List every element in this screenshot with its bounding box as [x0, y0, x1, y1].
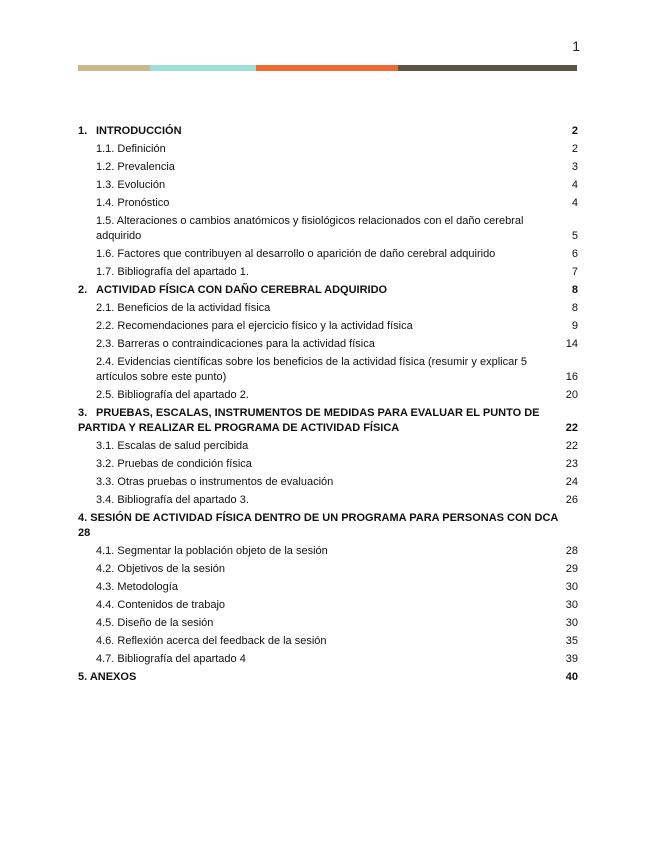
toc-entry-number: 3. [78, 407, 88, 419]
toc-subsection-entry[interactable] [78, 544, 578, 559]
toc-entry-title [96, 616, 564, 631]
toc-entry-text: 2.1. Beneficios de la actividad física [96, 302, 271, 314]
toc-entry-text: 2.3. Barreras o contraindicaciones para la actividad física [96, 338, 375, 350]
toc-entry-title [96, 337, 564, 352]
toc-entry-page: 22 [565, 440, 578, 452]
toc-entry-page: 16 [565, 371, 578, 383]
toc-entry-text: 1.7. Bibliografía del apartado 1. [96, 266, 249, 278]
toc-entry-text: 3.3. Otras pruebas o instrumentos de evaluación [96, 476, 334, 488]
toc-entry-page: 4 [571, 197, 578, 209]
toc-entry-title [96, 475, 564, 490]
toc-entry-text: 1.1. Definición [96, 143, 166, 155]
toc-entry-text: 5. ANEXOS [78, 671, 137, 683]
toc-entry-page: 22 [565, 422, 578, 434]
toc-entry-title [78, 283, 564, 298]
toc-entry-page: 23 [565, 458, 578, 470]
toc-entry-page: 8 [571, 284, 578, 296]
toc-section-entry[interactable] [78, 124, 578, 139]
toc-entry-text: PRUEBAS, ESCALAS, INSTRUMENTOS DE MEDIDAS PARA EVALUAR EL PUNTO DE PARTIDA Y REALIZAR EL PROGRAMA DE ACTIVIDAD FÍSICA [78, 407, 540, 434]
toc-entry-title [96, 598, 564, 613]
toc-entry-title [78, 511, 558, 526]
toc-entry-title [96, 457, 564, 472]
toc-entry-page: 35 [565, 635, 578, 647]
toc-entry-number: 2. [78, 284, 88, 296]
toc-subsection-entry[interactable] [78, 652, 578, 667]
toc-subsection-entry[interactable] [78, 214, 578, 244]
toc-entry-page: 2 [571, 125, 578, 137]
toc-section-entry[interactable] [78, 670, 578, 685]
color-bar-segment-orange [256, 65, 398, 71]
toc-entry-title [96, 301, 564, 316]
toc-entry-page: 9 [571, 320, 578, 332]
toc-entry-text: 2.2. Recomendaciones para el ejercicio físico y la actividad física [96, 320, 413, 332]
toc-subsection-entry[interactable] [78, 457, 578, 472]
toc-entry-page: 30 [565, 617, 578, 629]
toc-entry-text: 4. SESIÓN DE ACTIVIDAD FÍSICA DENTRO DE UN PROGRAMA PARA PERSONAS CON DCA [78, 512, 559, 524]
toc-entry-page: 8 [571, 302, 578, 314]
toc-subsection-entry[interactable] [78, 319, 578, 334]
toc-entry-page: 30 [565, 599, 578, 611]
toc-subsection-entry[interactable] [78, 337, 578, 352]
toc-entry-title [96, 544, 564, 559]
toc-subsection-entry[interactable] [78, 196, 578, 211]
toc-entry-page: 40 [565, 671, 578, 683]
toc-subsection-entry[interactable] [78, 439, 578, 454]
toc-entry-title [96, 580, 564, 595]
toc-entry-text: INTRODUCCIÓN [96, 125, 182, 137]
toc-subsection-entry[interactable] [78, 178, 578, 193]
toc-entry-text: 1.4. Pronóstico [96, 197, 170, 209]
toc-entry-title [96, 142, 564, 157]
toc-entry-page: 2 [571, 143, 578, 155]
toc-entry-title [96, 247, 564, 262]
toc-entry-text: 4.3. Metodología [96, 581, 178, 593]
toc-entry-text: 3.4. Bibliografía del apartado 3. [96, 494, 249, 506]
toc-entry-page: 39 [565, 653, 578, 665]
toc-entry-number: 1. [78, 125, 88, 137]
toc-entry-page: 24 [565, 476, 578, 488]
color-bar-segment-brown [398, 65, 577, 71]
toc-entry-page: 6 [571, 248, 578, 260]
toc-subsection-entry[interactable] [78, 580, 578, 595]
toc-entry-title [96, 562, 564, 577]
toc-subsection-entry[interactable] [78, 160, 578, 175]
toc-entry-title [96, 493, 564, 508]
toc-section-entry[interactable] [78, 511, 578, 541]
toc-entry-title [96, 196, 564, 211]
toc-entry-title [96, 160, 564, 175]
toc-subsection-entry[interactable] [78, 634, 578, 649]
toc-entry-title [78, 670, 564, 685]
page-number: 1 [572, 38, 580, 54]
toc-entry-text: 4.7. Bibliografía del apartado 4 [96, 653, 246, 665]
toc-entry-title [78, 124, 564, 139]
toc-entry-text: 3.2. Pruebas de condición física [96, 458, 252, 470]
toc-entry-text: 4.5. Diseño de la sesión [96, 617, 214, 629]
toc-subsection-entry[interactable] [78, 388, 578, 403]
toc-entry-text: 1.6. Factores que contribuyen al desarrollo o aparición de daño cerebral adquirido [96, 248, 496, 260]
toc-entry-page: 3 [571, 161, 578, 173]
toc-entry-text: ACTIVIDAD FÍSICA CON DAÑO CEREBRAL ADQUIRIDO [96, 284, 388, 296]
toc-entry-page: 28 [565, 545, 578, 557]
toc-entry-title [96, 265, 564, 280]
table-of-contents [78, 124, 578, 688]
toc-subsection-entry[interactable] [78, 616, 578, 631]
color-bar-segment-tan [78, 65, 150, 71]
toc-entry-title [96, 439, 564, 454]
toc-subsection-entry[interactable] [78, 475, 578, 490]
toc-entry-page: 4 [571, 179, 578, 191]
toc-entry-title [96, 355, 564, 385]
toc-subsection-entry[interactable] [78, 493, 578, 508]
toc-entry-title [96, 319, 564, 334]
toc-subsection-entry[interactable] [78, 142, 578, 157]
toc-entry-text: 2.5. Bibliografía del apartado 2. [96, 389, 249, 401]
toc-entry-text: 1.3. Evolución [96, 179, 166, 191]
toc-entry-page: 5 [571, 230, 578, 242]
toc-subsection-entry[interactable] [78, 265, 578, 280]
header-color-bar [78, 65, 577, 71]
toc-entry-title [96, 214, 564, 244]
toc-subsection-entry[interactable] [78, 301, 578, 316]
toc-entry-page: 20 [565, 389, 578, 401]
toc-entry-page: 26 [565, 494, 578, 506]
toc-entry-text: 2.4. Evidencias científicas sobre los beneficios de la actividad física (resumir y explicar 5 artículos sobre este punto) [96, 356, 528, 383]
toc-subsection-entry[interactable] [78, 562, 578, 577]
color-bar-segment-aqua [150, 65, 256, 71]
toc-entry-page: 29 [565, 563, 578, 575]
toc-entry-page: 28 [78, 527, 91, 539]
toc-entry-page: 14 [565, 338, 578, 350]
toc-entry-title [96, 178, 564, 193]
toc-entry-title [78, 406, 564, 436]
toc-entry-page: 7 [571, 266, 578, 278]
toc-entry-title [96, 652, 564, 667]
toc-entry-title [96, 634, 564, 649]
toc-entry-page: 30 [565, 581, 578, 593]
toc-entry-text: 4.4. Contenidos de trabajo [96, 599, 226, 611]
toc-entry-text: 4.2. Objetivos de la sesión [96, 563, 226, 575]
toc-entry-text: 1.2. Prevalencia [96, 161, 175, 173]
toc-entry-text: 4.1. Segmentar la población objeto de la sesión [96, 545, 328, 557]
toc-entry-text: 4.6. Reflexión acerca del feedback de la sesión [96, 635, 327, 647]
toc-entry-title [96, 388, 564, 403]
toc-entry-text: 1.5. Alteraciones o cambios anatómicos y fisiológicos relacionados con el daño cerebral adquirido [96, 215, 524, 242]
toc-subsection-entry[interactable] [78, 247, 578, 262]
toc-subsection-entry[interactable] [78, 598, 578, 613]
toc-subsection-entry[interactable] [78, 355, 578, 385]
toc-section-entry[interactable] [78, 283, 578, 298]
toc-section-entry[interactable] [78, 406, 578, 436]
toc-entry-text: 3.1. Escalas de salud percibida [96, 440, 249, 452]
